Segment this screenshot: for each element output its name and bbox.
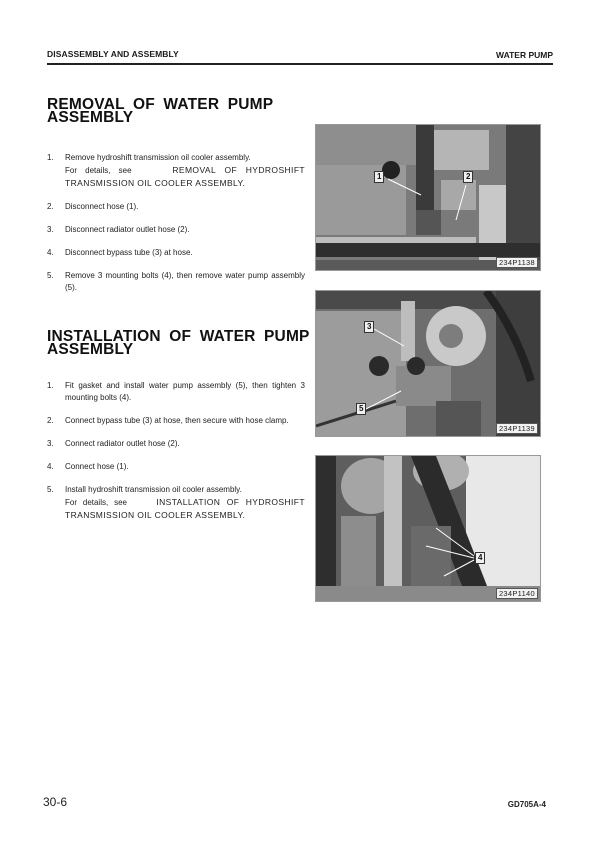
installation-step (47, 415, 305, 427)
callout-3: 3 (364, 321, 374, 333)
ref-prefix: For details, see (65, 166, 132, 175)
callout-5: 5 (356, 403, 366, 415)
section-header: DISASSEMBLY AND ASSEMBLY (47, 49, 179, 59)
ref-prefix: For details, see (65, 498, 127, 507)
ref-title: INSTALLATION OF HYDROSHIFT TRANSMISSION OIL COOLER ASSEMBLY. (65, 497, 305, 520)
engine-photo-2 (316, 291, 540, 436)
step-text: Connect radiator outlet hose (2). (65, 439, 180, 448)
step-text: Connect bypass tube (3) at hose, then secure with hose clamp. (65, 416, 289, 425)
callout-2: 2 (463, 171, 473, 183)
removal-steps (47, 152, 305, 305)
removal-title (47, 98, 273, 124)
step-text: Disconnect hose (1). (65, 202, 139, 211)
step-text: Remove hydroshift transmission oil cooler assembly. (65, 153, 251, 162)
step-text: Fit gasket and install water pump assembly (5), then tighten 3 mounting bolts (4). (65, 381, 305, 402)
step-text: Install hydroshift transmission oil cooler assembly. (65, 485, 242, 494)
installation-step (47, 461, 305, 473)
photo-water-pump (315, 290, 541, 437)
step-text: Connect hose (1). (65, 462, 129, 471)
step-number: 1. (47, 381, 54, 390)
removal-step (47, 270, 305, 294)
callout-4: 4 (475, 552, 485, 564)
removal-step (47, 152, 305, 190)
removal-title-line2: ASSEMBLY (47, 109, 134, 126)
step-number: 1. (47, 153, 54, 162)
installation-step (47, 380, 305, 404)
removal-step (47, 224, 305, 236)
page-number: 30-6 (43, 795, 68, 809)
step-number: 5. (47, 271, 54, 280)
engine-photo-3 (316, 456, 540, 601)
installation-title-line1: INSTALLATION OF WATER PUMP (47, 328, 310, 345)
photo-code: 234P1138 (496, 257, 538, 268)
installation-steps (47, 380, 305, 533)
callout-1: 1 (374, 171, 384, 183)
step-reference (65, 496, 305, 522)
step-text: Remove 3 mounting bolts (4), then remove water pump assembly (5). (65, 271, 305, 292)
removal-step (47, 247, 305, 259)
step-text: Disconnect radiator outlet hose (2). (65, 225, 190, 234)
engine-photo-1 (316, 125, 540, 270)
photo-mounting-bolts (315, 455, 541, 602)
model-number: GD705A-4 (507, 800, 546, 809)
installation-title (47, 330, 310, 356)
step-number: 2. (47, 416, 54, 425)
removal-step (47, 201, 305, 213)
installation-title-line2: ASSEMBLY (47, 341, 134, 358)
step-number: 4. (47, 248, 54, 257)
step-number: 3. (47, 439, 54, 448)
installation-step (47, 438, 305, 450)
step-text: Disconnect bypass tube (3) at hose. (65, 248, 193, 257)
step-number: 3. (47, 225, 54, 234)
step-number: 5. (47, 485, 54, 494)
step-number: 4. (47, 462, 54, 471)
photo-code: 234P1139 (496, 423, 538, 434)
installation-step (47, 484, 305, 522)
step-reference (65, 164, 305, 190)
removal-title-line1: REMOVAL OF WATER PUMP (47, 96, 274, 113)
topic-header: WATER PUMP (496, 50, 553, 60)
step-number: 2. (47, 202, 54, 211)
photo-removal-hoses (315, 124, 541, 271)
page-header (47, 48, 553, 65)
photo-code: 234P1140 (496, 588, 538, 599)
ref-title: REMOVAL OF HYDROSHIFT TRANSMISSION OIL COOLER ASSEMBLY. (65, 165, 306, 188)
